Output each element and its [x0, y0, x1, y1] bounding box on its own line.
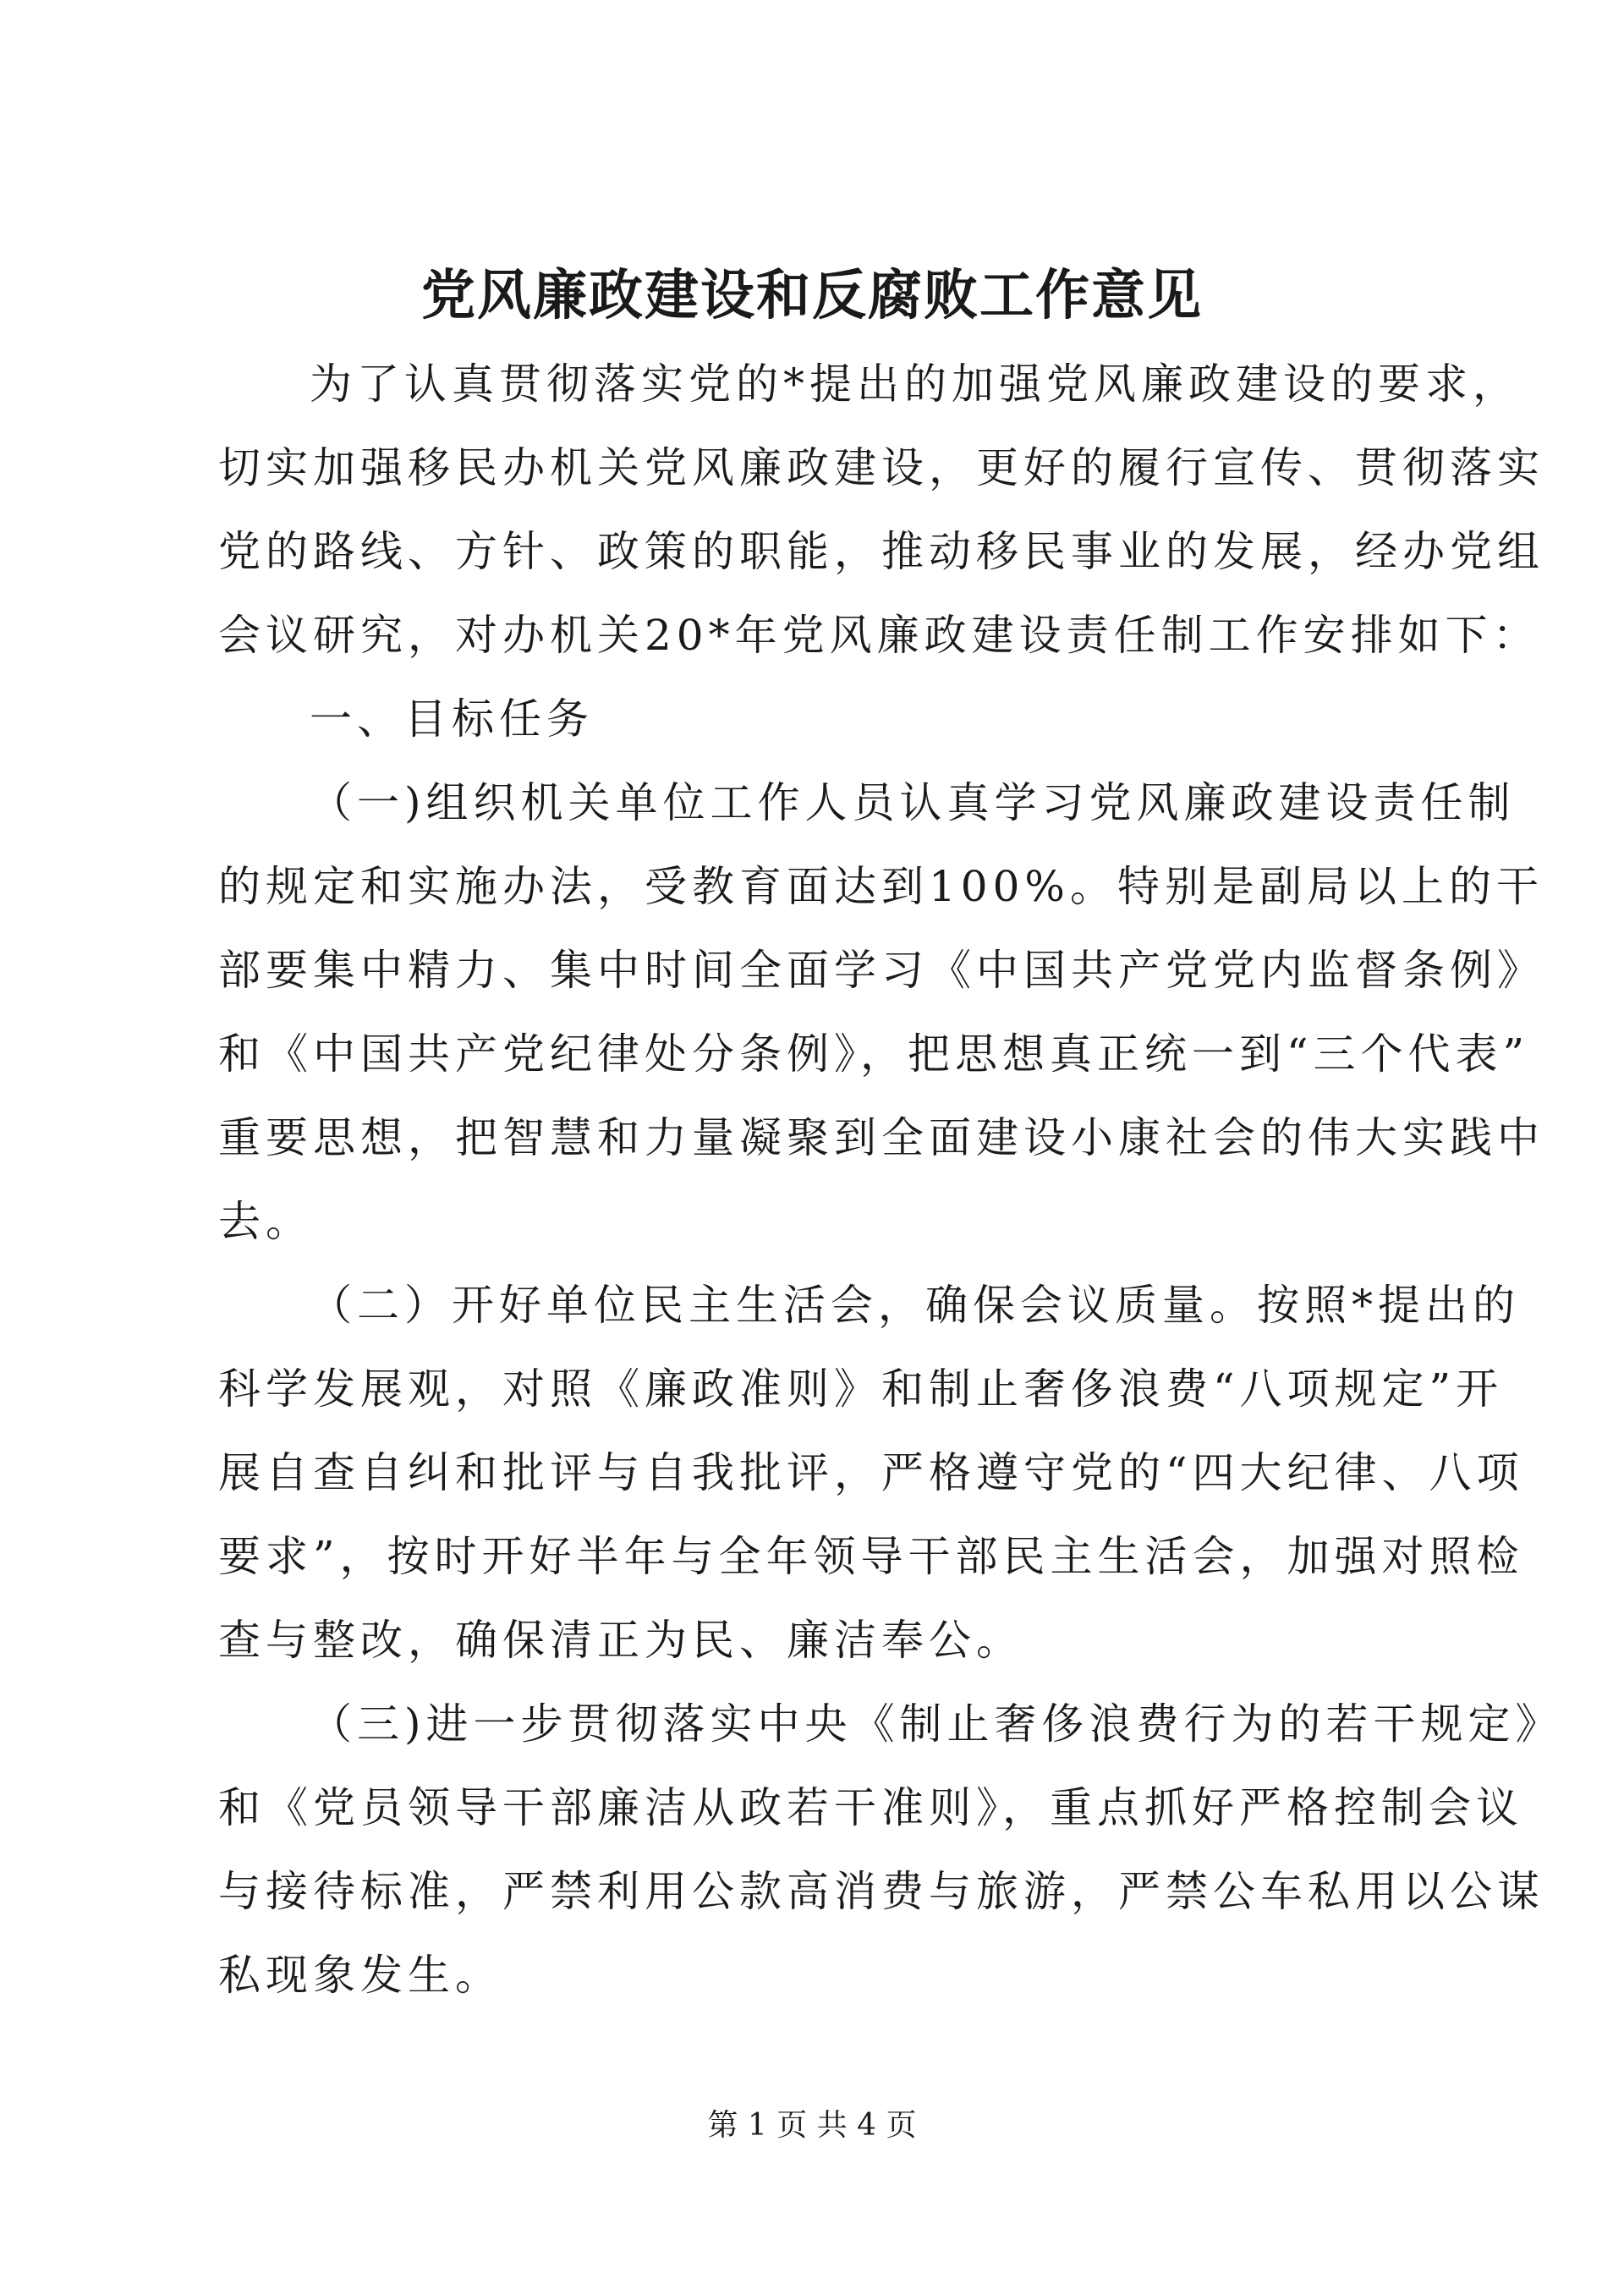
document-body	[218, 343, 1563, 2018]
page-footer: 第 1 页 共 4 页	[707, 2108, 917, 2143]
paragraph-line: 私现象发生。	[218, 1951, 502, 2000]
paragraph-line: 展自查自纠和批评与自我批评，严格遵守党的“四大纪律、八项	[218, 1448, 1524, 1497]
paragraph-line: 去。	[218, 1197, 313, 1246]
paragraph-line: 部要集中精力、集中时间全面学习《中国共产党党内监督条例》	[218, 946, 1544, 995]
paragraph-line: 为了认真贯彻落实党的*提出的加强党风廉政建设的要求，	[310, 360, 1520, 409]
paragraph-line: 党的路线、方针、政策的职能，推动移民事业的发展，经办党组	[218, 527, 1544, 576]
paragraph-line: 的规定和实施办法，受教育面达到100%。特别是副局以上的干	[218, 862, 1544, 911]
paragraph-line: 切实加强移民办机关党风廉政建设，更好的履行宣传、贯彻落实	[218, 443, 1544, 492]
section-heading: 一、目标任务	[310, 695, 594, 744]
paragraph-line: 和《中国共产党纪律处分条例》，把思想真正统一到“三个代表”	[218, 1029, 1530, 1079]
paragraph-line: 查与整改，确保清正为民、廉洁奉公。	[218, 1616, 1023, 1665]
paragraph-line: （一)组织机关单位工作人员认真学习党风廉政建设责任制	[310, 778, 1516, 827]
paragraph-line: 与接待标准，严禁利用公款高消费与旅游，严禁公车私用以公谋	[218, 1867, 1544, 1916]
paragraph-line: 科学发展观，对照《廉政准则》和制止奢侈浪费“八项规定”开	[218, 1364, 1504, 1414]
paragraph-line: （二）开好单位民主生活会，确保会议质量。按照*提出的	[310, 1281, 1520, 1330]
paragraph-line: （三)进一步贯彻落实中央《制止奢侈浪费行为的若干规定》	[310, 1699, 1563, 1749]
paragraph-line: 重要思想，把智慧和力量凝聚到全面建设小康社会的伟大实践中	[218, 1113, 1544, 1162]
paragraph-line: 和《党员领导干部廉洁从政若干准则》，重点抓好严格控制会议	[218, 1783, 1523, 1832]
paragraph-line: 要求”，按时开好半年与全年领导干部民主生活会，加强对照检	[218, 1532, 1524, 1581]
document-title: 党风廉政建设和反腐败工作意见	[421, 264, 1203, 327]
paragraph-line: 会议研究，对办机关20*年党风廉政建设责任制工作安排如下：	[218, 611, 1540, 660]
